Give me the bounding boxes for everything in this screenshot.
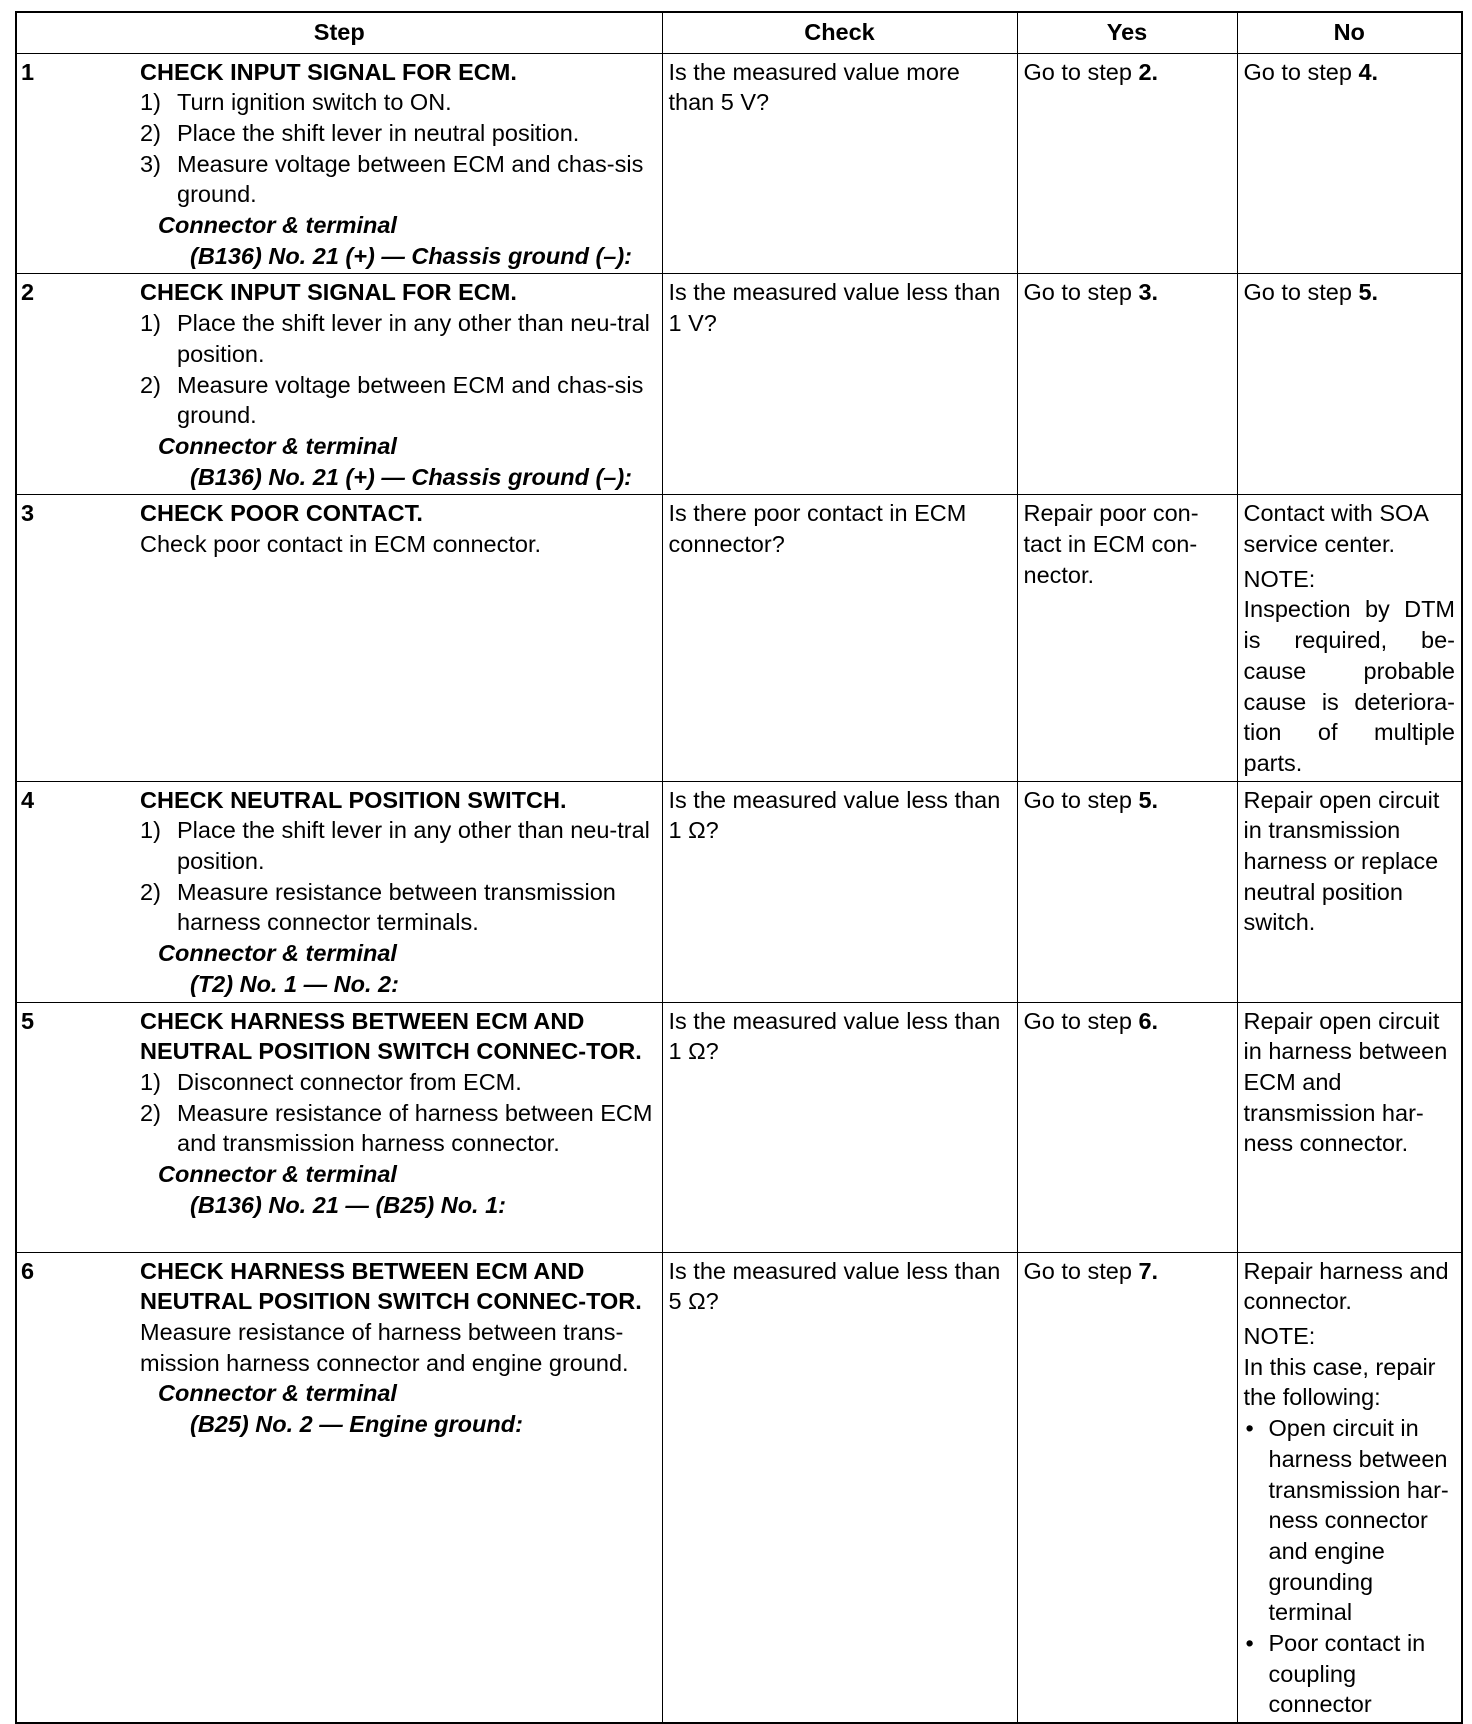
no-action: Contact with SOA service center. xyxy=(1243,500,1428,558)
connector-label: Connector & terminal xyxy=(158,1161,397,1188)
connector-label: Connector & terminal xyxy=(158,940,397,967)
no-step-ref: 4. xyxy=(1358,58,1379,85)
check-cell: Is the measured value less than 1 Ω? xyxy=(662,781,1017,1002)
procedure-item: 1) Place the shift lever in any other than neu-tral position. xyxy=(140,310,650,367)
connector-terminal: (B25) No. 2 — Engine ground: xyxy=(190,1411,523,1438)
step-title: CHECK INPUT SIGNAL FOR ECM. xyxy=(140,58,517,85)
table-row xyxy=(16,781,1462,1002)
connector-terminal: (T2) No. 1 — No. 2: xyxy=(190,970,399,997)
diagnostic-procedure-table xyxy=(15,11,1463,1724)
header-no: No xyxy=(1237,12,1462,53)
procedure-list xyxy=(140,815,656,938)
note-text: In this case, repair the following: xyxy=(1243,1353,1436,1411)
procedure-list xyxy=(140,308,656,431)
connector-terminal: (B136) No. 21 — (B25) No. 1: xyxy=(190,1191,507,1218)
note-bullet: • Poor contact in coupling connector xyxy=(1244,1628,1456,1720)
yes-cell: Go to step 2. xyxy=(1017,53,1237,274)
no-cell xyxy=(1237,1252,1462,1723)
step-cell xyxy=(16,781,662,1002)
step-number: 4 xyxy=(21,786,35,813)
note-label: NOTE: xyxy=(1243,565,1316,592)
step-title: CHECK HARNESS BETWEEN ECM AND NEUTRAL POSITION SWITCH CONNEC-TOR. xyxy=(140,1257,642,1315)
yes-step-ref: 6. xyxy=(1138,1007,1159,1034)
table-row xyxy=(16,495,1462,781)
note-bullet: • Open circuit in harness between transmission har-ness connector and engine grounding terminal xyxy=(1244,1413,1456,1628)
yes-step-ref: 3. xyxy=(1138,279,1159,306)
connector-label: Connector & terminal xyxy=(158,212,397,239)
header-check: Check xyxy=(662,12,1017,53)
procedure-item: 1) Place the shift lever in any other than neu-tral position. xyxy=(140,817,650,875)
yes-step-ref: 2. xyxy=(1138,58,1159,85)
no-cell xyxy=(1237,495,1462,781)
no-action: Repair harness and connector. xyxy=(1243,1257,1449,1315)
step-title: CHECK INPUT SIGNAL FOR ECM. xyxy=(140,279,517,306)
connector-label: Connector & terminal xyxy=(158,432,397,459)
yes-cell: Go to step 3. xyxy=(1017,274,1237,495)
connector-label: Connector & terminal xyxy=(158,1380,397,1407)
step-description: Check poor contact in ECM connector. xyxy=(140,531,542,558)
no-step-ref: 5. xyxy=(1358,279,1379,306)
step-cell xyxy=(16,1002,662,1252)
procedure-item: 3) Measure voltage between ECM and chas-sis ground. xyxy=(140,150,644,208)
table-row xyxy=(16,1252,1462,1723)
step-title: CHECK HARNESS BETWEEN ECM AND NEUTRAL POSITION SWITCH CONNEC-TOR. xyxy=(140,1007,642,1065)
step-title: CHECK POOR CONTACT. xyxy=(140,500,423,527)
note-label: NOTE: xyxy=(1243,1323,1316,1349)
yes-cell: Go to step 5. xyxy=(1017,781,1237,1002)
check-cell: Is there poor contact in ECM connector? xyxy=(662,495,1017,781)
no-cell: Repair open circuit in harness between ECM and transmission har-ness connector. xyxy=(1237,1002,1462,1252)
procedure-item: 2) Measure resistance between transmission harness connector terminals. xyxy=(140,878,616,936)
procedure-item: 2) Measure resistance of harness between ECM and transmission harness connector. xyxy=(140,1099,653,1157)
procedure-list xyxy=(140,87,656,210)
check-cell: Is the measured value less than 1 Ω? xyxy=(662,1002,1017,1252)
step-number: 1 xyxy=(21,58,35,85)
step-cell xyxy=(16,53,662,274)
step-cell xyxy=(16,495,662,781)
procedure-item: 2) Measure voltage between ECM and chas-sis ground. xyxy=(140,371,644,429)
connector-terminal: (B136) No. 21 (+) — Chassis ground (–): xyxy=(190,463,633,490)
step-number: 2 xyxy=(21,279,35,306)
check-cell: Is the measured value less than 1 V? xyxy=(662,274,1017,495)
step-description: Measure resistance of harness between trans-mission harness connector and engine ground. xyxy=(140,1319,629,1376)
table-row xyxy=(16,1002,1462,1252)
no-cell: Repair open circuit in transmission harness or replace neutral position switch. xyxy=(1237,781,1462,1002)
procedure-item: 2) Place the shift lever in neutral position. xyxy=(140,119,580,146)
header-yes: Yes xyxy=(1017,12,1237,53)
step-cell xyxy=(16,274,662,495)
step-title: CHECK NEUTRAL POSITION SWITCH. xyxy=(140,786,567,813)
yes-cell: Go to step 7. xyxy=(1017,1252,1237,1723)
procedure-item: 1) Turn ignition switch to ON. xyxy=(140,89,452,116)
step-number: 5 xyxy=(21,1007,35,1034)
yes-cell: Repair poor con-tact in ECM con-nector. xyxy=(1017,495,1237,781)
no-cell: Go to step 5. xyxy=(1237,274,1462,495)
yes-cell: Go to step 6. xyxy=(1017,1002,1237,1252)
header-step: Step xyxy=(16,12,662,53)
bullet-icon: • xyxy=(1245,1630,1254,1657)
check-cell: Is the measured value more than 5 V? xyxy=(662,53,1017,274)
no-cell: Go to step 4. xyxy=(1237,53,1462,274)
table-header-row xyxy=(16,12,1462,53)
procedure-item: 1) Disconnect connector from ECM. xyxy=(140,1069,522,1095)
table-row xyxy=(16,53,1462,274)
connector-terminal: (B136) No. 21 (+) — Chassis ground (–): xyxy=(190,242,633,269)
yes-step-ref: 5. xyxy=(1138,786,1159,813)
step-cell xyxy=(16,1252,662,1723)
check-cell: Is the measured value less than 5 Ω? xyxy=(662,1252,1017,1723)
bullet-icon: • xyxy=(1245,1415,1254,1442)
yes-step-ref: 7. xyxy=(1138,1257,1159,1284)
step-number: 3 xyxy=(21,500,35,527)
note-text: Inspection by DTM is required, be-cause probable cause is deteriora-tion of multiple parts. xyxy=(1243,596,1455,776)
step-number: 6 xyxy=(21,1257,35,1284)
table-row xyxy=(16,274,1462,495)
procedure-list xyxy=(140,1067,656,1159)
